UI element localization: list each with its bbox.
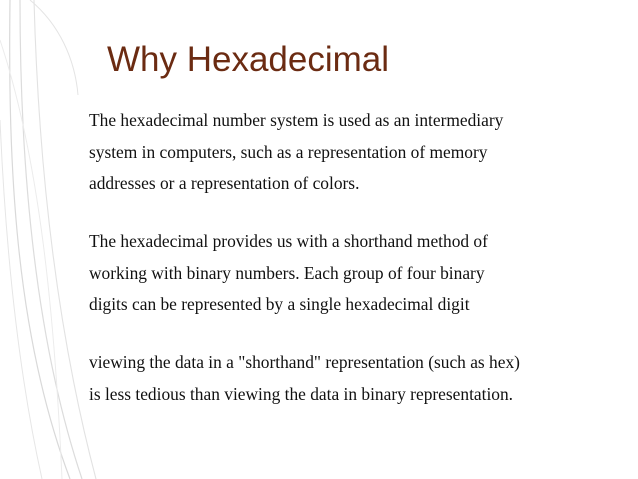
slide-title: Why Hexadecimal [107, 40, 390, 79]
decor-curve-left [0, 120, 42, 479]
text-line: is less tedious than viewing the data in binary representation. [89, 383, 514, 404]
text-line: digits can be represented by a single hexadecimal digit [89, 294, 470, 315]
paragraph-shorthand [89, 226, 629, 321]
paragraph-viewing [89, 347, 629, 410]
decor-arc-top [30, 0, 78, 95]
decor-curve-wide [0, 40, 62, 479]
decor-curve-outer [10, 0, 70, 479]
text-line: The hexadecimal number system is used as an intermediary [89, 110, 504, 130]
text-line: system in computers, such as a representation of memory [89, 141, 488, 162]
decor-curve-inner [34, 0, 96, 479]
text-line: addresses or a representation of colors. [89, 173, 360, 194]
decor-curve-middle [20, 0, 82, 479]
text-line: The hexadecimal provides us with a shorthand method of [89, 231, 488, 252]
paragraph-intro [89, 105, 629, 200]
text-line: viewing the data in a "shorthand" representation (such as hex) [89, 352, 520, 373]
slide-body [89, 105, 629, 437]
text-line: working with binary numbers. Each group of four binary [89, 262, 485, 283]
